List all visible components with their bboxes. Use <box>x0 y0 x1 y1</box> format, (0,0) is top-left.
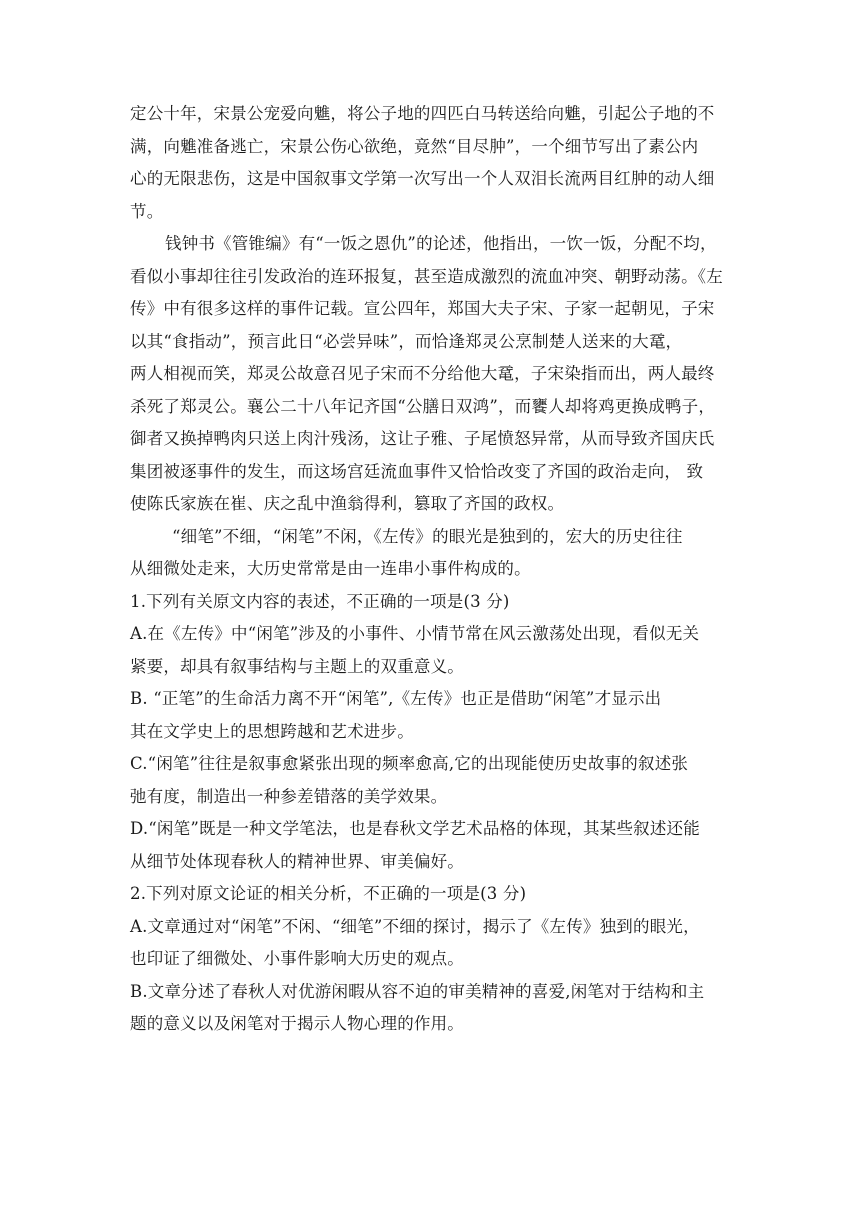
option-a <box>130 911 730 976</box>
text-line: 节。 <box>130 201 164 221</box>
text-line: 弛有度，制造出一种参差错落的美学效果。 <box>130 786 448 806</box>
text-line: 杀死了郑灵公。襄公二十八年记齐国“公膳日双鸿”，而饔人却将鸡更换成鸭子， <box>130 396 716 416</box>
question-2 <box>130 878 730 1041</box>
text-line: 钱钟书《管锥编》有“一饭之恩仇”的论述，他指出，一饮一饭，分配不均， <box>165 234 717 253</box>
text-line: B.文章分述了春秋人对优游闲暇从容不迫的审美精神的喜爱,闲笔对于结构和主 <box>130 981 705 1001</box>
text-line: 紧要，却具有叙事结构与主题上的双重意义。 <box>130 656 464 676</box>
text-line: 其在文学史上的思想跨越和艺术进步。 <box>130 721 414 741</box>
question-stem: 2.下列对原文论证的相关分析，不正确的一项是(3 分) <box>130 884 527 903</box>
text-line: B. “正笔”的生命活力离不开“闲笔”,《左传》也正是借助“闲笔”才显示出 <box>130 689 662 708</box>
option-d <box>130 813 730 878</box>
text-line: D.“闲笔”既是一种文学笔法，也是春秋文学艺术品格的体现，其某些叙述还能 <box>130 819 700 838</box>
paragraph-ding-gong <box>130 98 730 228</box>
text-line: 集团被逐事件的发生，而这场宫廷流血事件又恰恰改变了齐国的政治走向， 致 <box>130 461 704 481</box>
text-line: 传》中有很多这样的事件记载。宣公四年，郑国大夫子宋、子家一起朝见，子宋 <box>130 299 715 318</box>
text-line: 定公十年，宋景公宠爱向魋，将公子地的四匹白马转送给向魋，引起公子地的不 <box>130 104 715 123</box>
text-line: 以其“食指动”，预言此日“必尝异味”，而恰逢郑灵公烹制楚人送来的大鼋， <box>130 331 683 351</box>
text-line: A.在《左传》中“闲笔”涉及的小事件、小情节常在风云激荡处出现，看似无关 <box>130 624 700 643</box>
text-line: 使陈氏家族在崔、庆之乱中渔翁得利，篡取了齐国的政权。 <box>130 494 565 513</box>
text-line: 心的无限悲伤，这是中国叙事文学第一次写出一个人双泪长流两目红肿的动人细 <box>130 169 715 188</box>
text-line: 看似小事却往往引发政治的连环报复，甚至造成激烈的流血冲突、朝野动荡。《左 <box>130 266 723 286</box>
document-page <box>130 98 730 1041</box>
text-line: A.文章通过对“闲笔”不闲、“细笔”不细的探讨，揭示了《左传》独到的眼光， <box>130 916 700 936</box>
paragraph-conclusion <box>130 521 730 586</box>
question-stem: 1.下列有关原文内容的表述，不正确的一项是(3 分) <box>130 591 510 611</box>
paragraph-qian-zhongshu <box>130 228 730 521</box>
option-b <box>130 683 730 748</box>
text-line: 满，向魋准备逃亡，宋景公伤心欲绝，竟然“目尽肿”，一个细节写出了素公内 <box>130 136 699 156</box>
text-line: “细笔”不细，“闲笔”不闲，《左传》的眼光是独到的，宏大的历史往往 <box>172 526 683 546</box>
option-b <box>130 976 730 1041</box>
text-line: 御者又换掉鸭肉只送上肉汁残汤，这让子雅、子尾愤怒异常，从而导致齐国庆氏 <box>130 429 715 448</box>
option-a <box>130 618 730 683</box>
text-line: 也印证了细微处、小事件影响大历史的观点。 <box>130 949 464 968</box>
text-line: 两人相视而笑，郑灵公故意召见子宋而不分给他大鼋，子宋染指而出，两人最终 <box>130 364 715 383</box>
text-line: 从细节处体现春秋人的精神世界、审美偏好。 <box>130 851 464 871</box>
text-line: C.“闲笔”往往是叙事愈紧张出现的频率愈高,它的出现能使历史故事的叙述张 <box>130 754 689 773</box>
text-line: 从细微处走来，大历史常常是由一连串小事件构成的。 <box>130 559 531 578</box>
question-1 <box>130 586 730 879</box>
option-c <box>130 748 730 813</box>
text-line: 题的意义以及闲笔对于揭示人物心理的作用。 <box>130 1014 464 1033</box>
